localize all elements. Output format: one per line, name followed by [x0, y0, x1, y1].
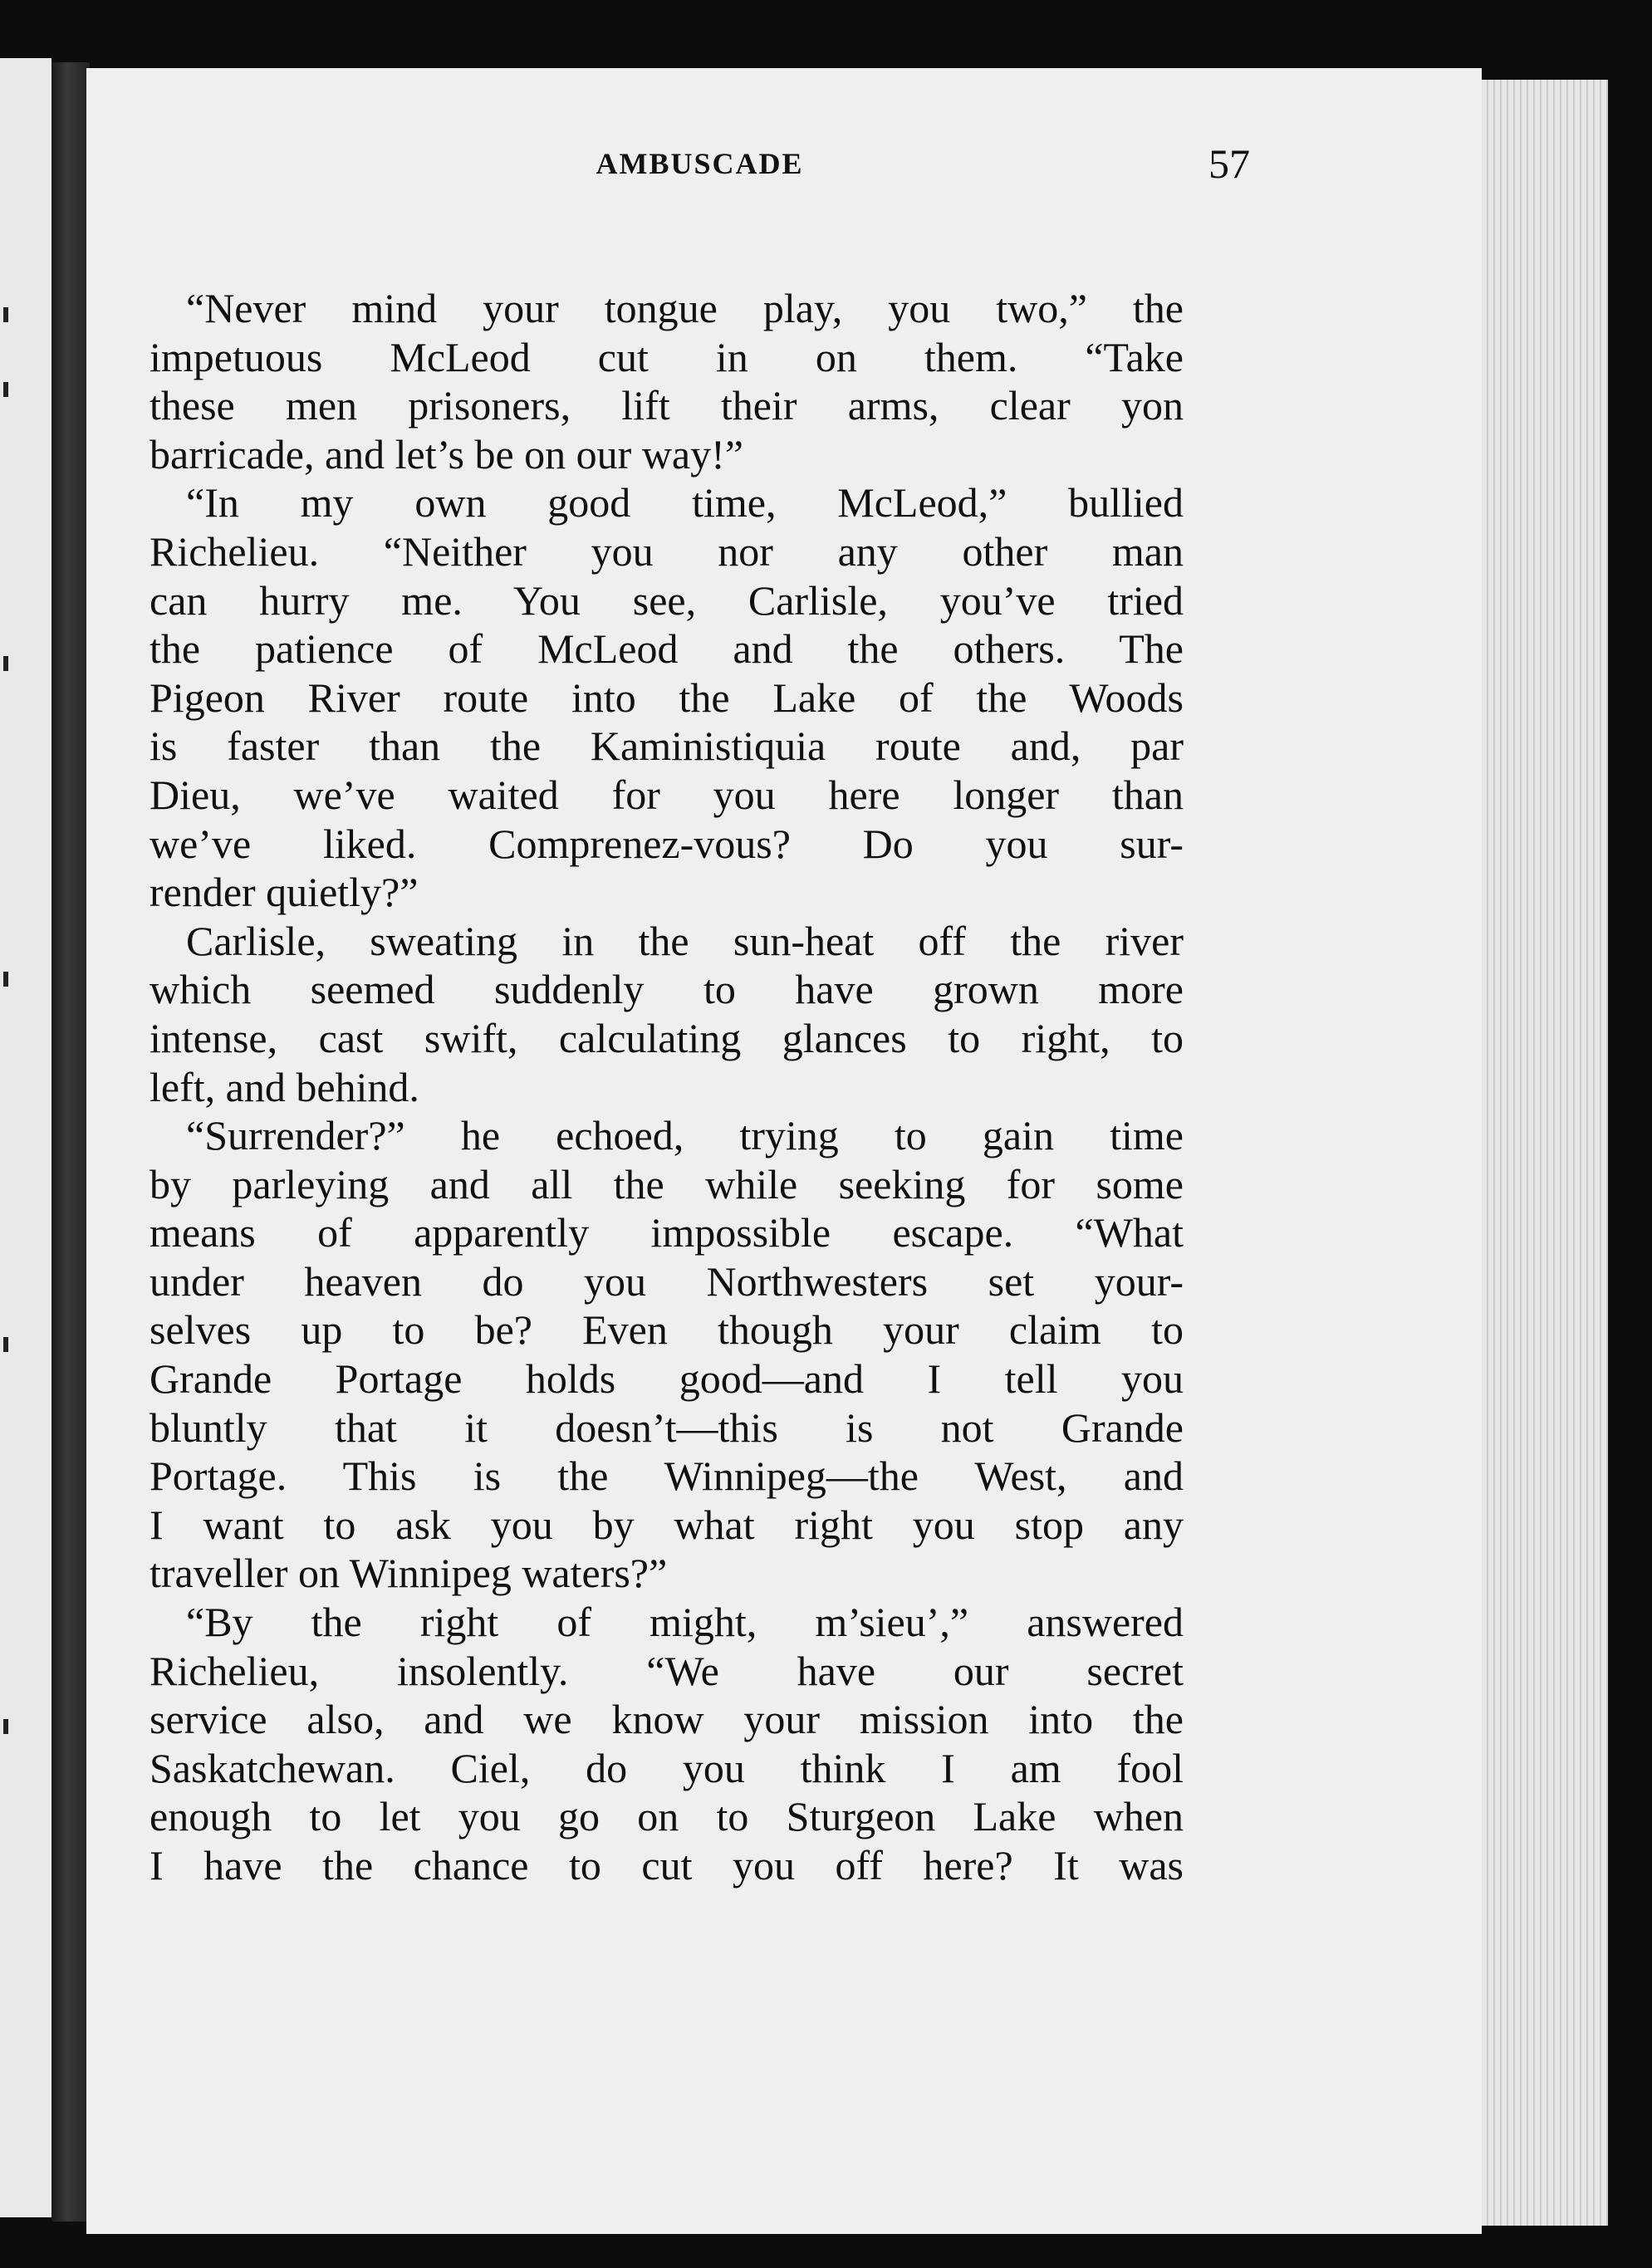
- text-line: bluntly that it doesn’t—this is not Grande: [150, 1403, 1184, 1451]
- text-line: enough to let you go on to Sturgeon Lake when: [150, 1793, 1184, 1840]
- facing-page-ink-mark: [3, 307, 8, 322]
- text-line: means of apparently impossible escape. “What: [150, 1209, 1184, 1256]
- page-header: [150, 140, 1250, 189]
- text-line: I want to ask you by what right you stop any: [150, 1501, 1184, 1548]
- text-line: “Surrender?” he echoed, trying to gain time: [186, 1112, 1184, 1159]
- text-line: left, and behind.: [150, 1063, 419, 1110]
- text-line: Dieu, we’ve waited for you here longer than: [150, 771, 1184, 818]
- text-line: I have the chance to cut you off here? It was: [150, 1842, 1184, 1888]
- text-line: Pigeon River route into the Lake of the Woods: [150, 674, 1184, 721]
- text-line: barricade, and let’s be on our way!”: [150, 430, 743, 478]
- text-line: Richelieu, insolently. “We have our secret: [150, 1647, 1184, 1694]
- body-text: [150, 284, 1184, 1890]
- text-line: traveller on Winnipeg waters?”: [150, 1550, 668, 1597]
- facing-page-ink-mark: [3, 382, 8, 397]
- text-line: intense, cast swift, calculating glances to right, to: [150, 1014, 1184, 1061]
- text-line: by parleying and all the while seeking for some: [150, 1160, 1184, 1207]
- text-line: service also, and we know your mission into the: [150, 1696, 1184, 1743]
- text-line: we’ve liked. Comprenez-vous? Do you sur-: [150, 820, 1184, 867]
- facing-page-edge: [0, 58, 51, 2217]
- facing-page-ink-mark: [3, 972, 8, 987]
- facing-page-ink-mark: [3, 1337, 8, 1352]
- facing-page-ink-mark: [3, 1719, 8, 1734]
- text-line: under heaven do you Northwesters set your-: [150, 1257, 1184, 1305]
- text-line: “In my own good time, McLeod,” bullied: [186, 479, 1184, 527]
- text-line: Portage. This is the Winnipeg—the West, and: [150, 1452, 1184, 1500]
- page-edges: [1482, 80, 1608, 2226]
- text-line: Saskatchewan. Ciel, do you think I am fool: [150, 1744, 1184, 1791]
- text-line: Grande Portage holds good—and I tell you: [150, 1355, 1184, 1403]
- text-line: render quietly?”: [150, 869, 419, 916]
- running-head: AMBUSCADE: [596, 147, 804, 180]
- text-line: Carlisle, sweating in the sun-heat off the river: [186, 917, 1184, 964]
- text-line: impetuous McLeod cut in on them. “Take: [150, 333, 1184, 380]
- text-line: which seemed suddenly to have grown more: [150, 966, 1184, 1013]
- text-line: Richelieu. “Neither you nor any other man: [150, 527, 1184, 575]
- text-line: the patience of McLeod and the others. The: [150, 625, 1184, 673]
- page-number: 57: [1208, 140, 1250, 187]
- text-line: can hurry me. You see, Carlisle, you’ve tried: [150, 576, 1184, 624]
- text-line: selves up to be? Even though your claim to: [150, 1306, 1184, 1354]
- text-line: “By the right of might, m’sieu’,” answered: [186, 1599, 1184, 1646]
- text-line: these men prisoners, lift their arms, clear yon: [150, 382, 1184, 429]
- book-spine: [51, 62, 90, 2221]
- text-line: “Never mind your tongue play, you two,” the: [186, 285, 1184, 331]
- text-line: is faster than the Kaministiquia route and, par: [150, 723, 1184, 770]
- facing-page-ink-mark: [3, 656, 8, 671]
